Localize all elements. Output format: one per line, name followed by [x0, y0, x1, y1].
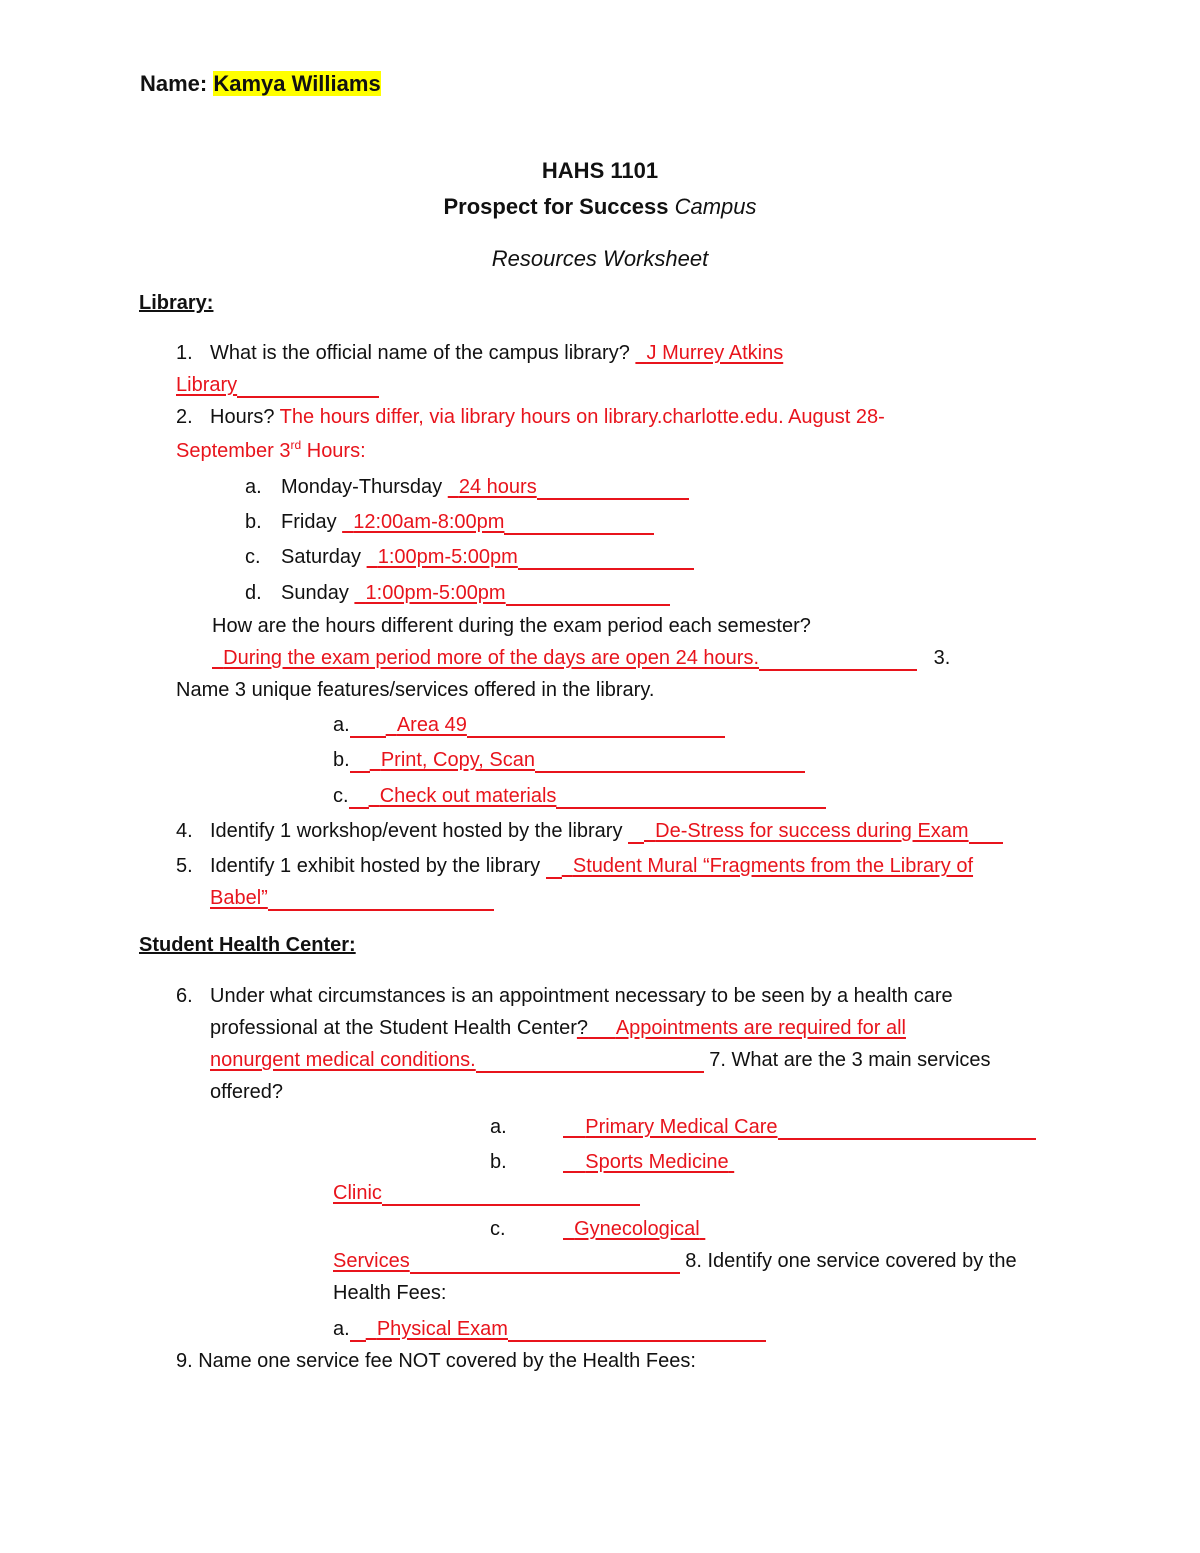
service-row-c	[563, 1216, 705, 1242]
hours-day: Monday-Thursday	[281, 476, 448, 498]
answer-underline	[778, 1116, 1036, 1140]
answer-underline	[537, 476, 689, 500]
q6-text-b: professional at the Student Health Center	[210, 1017, 577, 1039]
feature-letter: b.	[333, 749, 350, 771]
student-name: Kamya Williams	[213, 71, 381, 96]
service-value-b: Clinic	[333, 1182, 382, 1204]
q2-answer-sup: rd	[290, 438, 302, 452]
q1-answer-b: Library	[176, 374, 238, 396]
q3-number: 3.	[933, 647, 951, 669]
answer-underline	[237, 374, 379, 398]
exam-answer: During the exam period more of the days are open 24 hours.	[223, 647, 759, 669]
q1-line	[176, 340, 193, 366]
hours-row-a	[281, 474, 689, 500]
hours-value: 1:00pm-5:00pm	[365, 582, 506, 604]
course-title: HAHS 1101	[541, 158, 659, 183]
q4-line	[210, 818, 1003, 844]
q8-letter: a.	[333, 1318, 350, 1340]
q1-answer-line	[176, 372, 379, 398]
answer-underline	[268, 887, 494, 911]
health-heading: Student Health Center:	[139, 934, 356, 956]
hours-letter-c: c.	[245, 546, 261, 568]
hours-letter-d: d.	[245, 582, 262, 604]
subtitle-bold: Prospect for Success	[443, 194, 669, 219]
feature-value: Check out materials	[379, 785, 557, 807]
service-row-c2	[333, 1248, 1017, 1274]
library-heading: Library:	[139, 292, 214, 314]
q1-text: What is the official name of the campus library?	[210, 342, 636, 364]
hours-value: 12:00am-8:00pm	[353, 511, 505, 533]
hours-row-c	[281, 544, 694, 570]
service-value: Gynecological	[574, 1218, 700, 1240]
hours-row-b	[281, 509, 654, 535]
name-line	[140, 70, 381, 98]
feature-row-c	[333, 783, 826, 809]
service-row-b	[563, 1149, 734, 1175]
q1-number: 1.	[176, 342, 193, 364]
name-label: Name:	[140, 71, 214, 96]
answer-underline	[504, 511, 654, 535]
feature-letter: c.	[333, 785, 349, 807]
answer-underline	[350, 714, 386, 738]
subtitle-italic: Campus	[668, 194, 757, 219]
q6-number: 6.	[176, 985, 193, 1007]
service-letter-a: a.	[490, 1116, 507, 1138]
q7-text: 7. What are the 3 main services	[709, 1049, 991, 1071]
feature-value: Area 49	[396, 714, 467, 736]
q6-line-b	[210, 1015, 906, 1041]
feature-row-b	[333, 747, 805, 773]
q6-answer-a: Appointments are required for all	[615, 1017, 906, 1039]
q1-answer-a: J Murrey Atkins	[646, 342, 784, 364]
answer-underline	[467, 714, 725, 738]
feature-row-a	[333, 712, 725, 738]
q2-text: Hours?	[210, 406, 280, 428]
feature-letter: a.	[333, 714, 350, 736]
q2-answer-b2: Hours:	[301, 440, 366, 462]
answer-underline	[518, 546, 694, 570]
q5-number: 5.	[176, 855, 193, 877]
q6-qmark: ?	[576, 1017, 589, 1039]
service-letter-b: b.	[490, 1151, 507, 1173]
exam-answer-line	[212, 645, 950, 671]
q5-text: Identify 1 exhibit hosted by the library	[210, 855, 546, 877]
worksheet-title: Resources Worksheet	[491, 246, 709, 271]
exam-question: How are the hours different during the exam period each semester?	[212, 615, 811, 637]
service-value-b: Services	[333, 1250, 410, 1272]
q8-answer-row	[333, 1316, 766, 1342]
hours-value: 1:00pm-5:00pm	[377, 546, 518, 568]
hours-day: Saturday	[281, 546, 367, 568]
q4-answer: De-Stress for success during Exam	[655, 820, 969, 842]
q1-text-line	[210, 340, 783, 366]
q6-answer-b: nonurgent medical conditions.	[210, 1049, 476, 1071]
q5-answer-line	[210, 885, 494, 911]
hours-letter-b: b.	[245, 511, 262, 533]
q5-answer-b: Babel”	[210, 887, 268, 909]
q2-answer-a: The hours differ, via library hours on library.charlotte.edu. August 28-	[279, 406, 885, 428]
hours-day: Friday	[281, 511, 343, 533]
answer-underline	[556, 785, 826, 809]
hours-day: Sunday	[281, 582, 355, 604]
answer-underline	[969, 820, 1003, 844]
q4-text: Identify 1 workshop/event hosted by the library	[210, 820, 629, 842]
answer-underline	[382, 1182, 640, 1206]
answer-underline	[506, 582, 670, 606]
q2-answer-line	[176, 438, 366, 464]
answer-underline	[349, 785, 369, 809]
q6-text-a: Under what circumstances is an appointment necessary to be seen by a health care	[210, 985, 953, 1007]
q3-text: Name 3 unique features/services offered in the library.	[176, 679, 655, 701]
service-value: Primary Medical Care	[585, 1116, 778, 1138]
answer-underline	[476, 1049, 704, 1073]
q5-answer-a: Student Mural “Fragments from the Library of	[572, 855, 974, 877]
q8-answer: Physical Exam	[376, 1318, 508, 1340]
answer-underline	[628, 820, 644, 844]
service-value: Sports Medicine	[585, 1151, 729, 1173]
hours-row-d	[281, 580, 670, 606]
q8-text: 8. Identify one service covered by the	[685, 1250, 1017, 1272]
feature-value: Print, Copy, Scan	[380, 749, 535, 771]
hours-value: 24 hours	[458, 476, 537, 498]
q8-text-b: Health Fees:	[333, 1282, 447, 1304]
answer-underline	[410, 1250, 680, 1274]
q6-line-c	[210, 1047, 991, 1073]
q9-text: 9. Name one service fee NOT covered by the Health Fees:	[176, 1350, 696, 1372]
answer-underline	[546, 855, 562, 879]
q2-answer-b1: September 3	[176, 440, 291, 462]
service-letter-c: c.	[490, 1218, 506, 1240]
service-row-a	[563, 1114, 1036, 1140]
service-row-b2	[333, 1180, 640, 1206]
q5-line	[210, 853, 973, 879]
answer-underline	[508, 1318, 766, 1342]
answer-underline	[350, 749, 370, 773]
q2-line	[210, 404, 885, 430]
answer-underline	[535, 749, 805, 773]
q7-text-b: offered?	[210, 1081, 284, 1103]
q4-number: 4.	[176, 820, 193, 842]
q2-number: 2.	[176, 406, 193, 428]
answer-underline	[759, 647, 917, 671]
answer-underline	[350, 1318, 366, 1342]
hours-letter-a: a.	[245, 476, 262, 498]
subtitle	[0, 192, 1200, 222]
